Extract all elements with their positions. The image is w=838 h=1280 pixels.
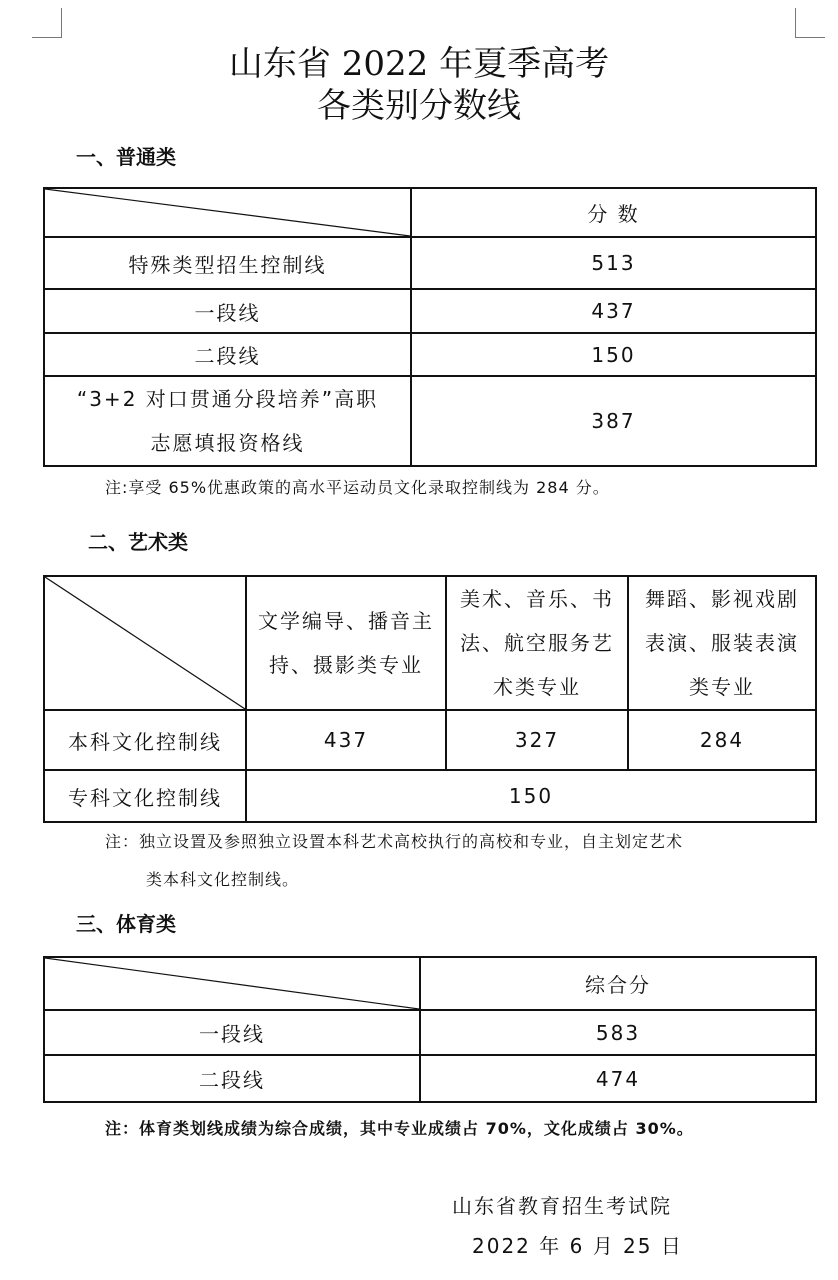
- row-label: 二段线: [44, 1055, 420, 1102]
- row-value: 150: [246, 770, 816, 822]
- header-line: 类专业: [689, 675, 755, 699]
- crop-mark-left-vertical: [61, 8, 62, 38]
- header-line: 术类专业: [493, 675, 581, 699]
- section1-note: 注:享受 65%优惠政策的高水平运动员文化录取控制线为 284 分。: [105, 478, 610, 497]
- section3-heading: 三、体育类: [76, 912, 176, 936]
- row-label-multiline: [44, 376, 411, 466]
- header-line: 美术、音乐、书: [460, 587, 614, 611]
- row-label: 特殊类型招生控制线: [44, 237, 411, 289]
- header-line: 舞蹈、影视戏剧: [645, 587, 799, 611]
- section1-table: [43, 187, 817, 467]
- section2-note-line2: 类本科文化控制线。: [146, 870, 300, 889]
- row-value: 327: [446, 710, 628, 770]
- row-label: 二段线: [44, 333, 411, 376]
- diagonal-header-cell: [44, 957, 420, 1010]
- diagonal-header-cell: [44, 576, 246, 710]
- row-label: 专科文化控制线: [44, 770, 246, 822]
- row-value: 583: [420, 1010, 816, 1055]
- header-line: 表演、服装表演: [645, 631, 799, 655]
- score-column-header: 分 数: [411, 188, 816, 237]
- page-title-line2: 各类别分数线: [317, 86, 521, 126]
- section3-note: 注：体育类划线成绩为综合成绩，其中专业成绩占 70%，文化成绩占 30%。: [105, 1119, 694, 1138]
- section1-heading: 一、普通类: [76, 145, 176, 169]
- row-value: 437: [411, 289, 816, 333]
- issue-date: 2022 年 6 月 25 日: [472, 1234, 683, 1258]
- section2-table: [43, 575, 817, 823]
- section2-note-line1: 注：独立设置及参照独立设置本科艺术高校执行的高校和专业，自主划定艺术: [105, 832, 684, 851]
- row-value: 474: [420, 1055, 816, 1102]
- diagonal-header-cell: [44, 188, 411, 237]
- row-label: 本科文化控制线: [44, 710, 246, 770]
- issuer-organization: 山东省教育招生考试院: [452, 1194, 672, 1218]
- art-category-header-3: [628, 576, 816, 710]
- header-line: 文学编导、播音主: [258, 609, 434, 633]
- row-label: 一段线: [44, 1010, 420, 1055]
- header-line: 持、摄影类专业: [269, 653, 423, 677]
- section2-heading: 二、艺术类: [88, 530, 188, 554]
- header-line: 法、航空服务艺: [460, 631, 614, 655]
- row-label: 一段线: [44, 289, 411, 333]
- crop-mark-right-horizontal: [795, 37, 825, 38]
- crop-mark-left-horizontal: [32, 37, 62, 38]
- crop-mark-right-vertical: [795, 8, 796, 38]
- row-value: 150: [411, 333, 816, 376]
- composite-score-header: 综合分: [420, 957, 816, 1010]
- row-label-line1: “3+2 对口贯通分段培养”高职: [76, 387, 379, 411]
- section3-table: [43, 956, 817, 1103]
- art-category-header-2: [446, 576, 628, 710]
- row-value: 513: [411, 237, 816, 289]
- row-value: 387: [411, 376, 816, 466]
- page-title-line1: 山东省 2022 年夏季高考: [228, 44, 610, 84]
- row-value: 284: [628, 710, 816, 770]
- art-category-header-1: [246, 576, 446, 710]
- row-value: 437: [246, 710, 446, 770]
- row-label-line2: 志愿填报资格线: [150, 431, 305, 455]
